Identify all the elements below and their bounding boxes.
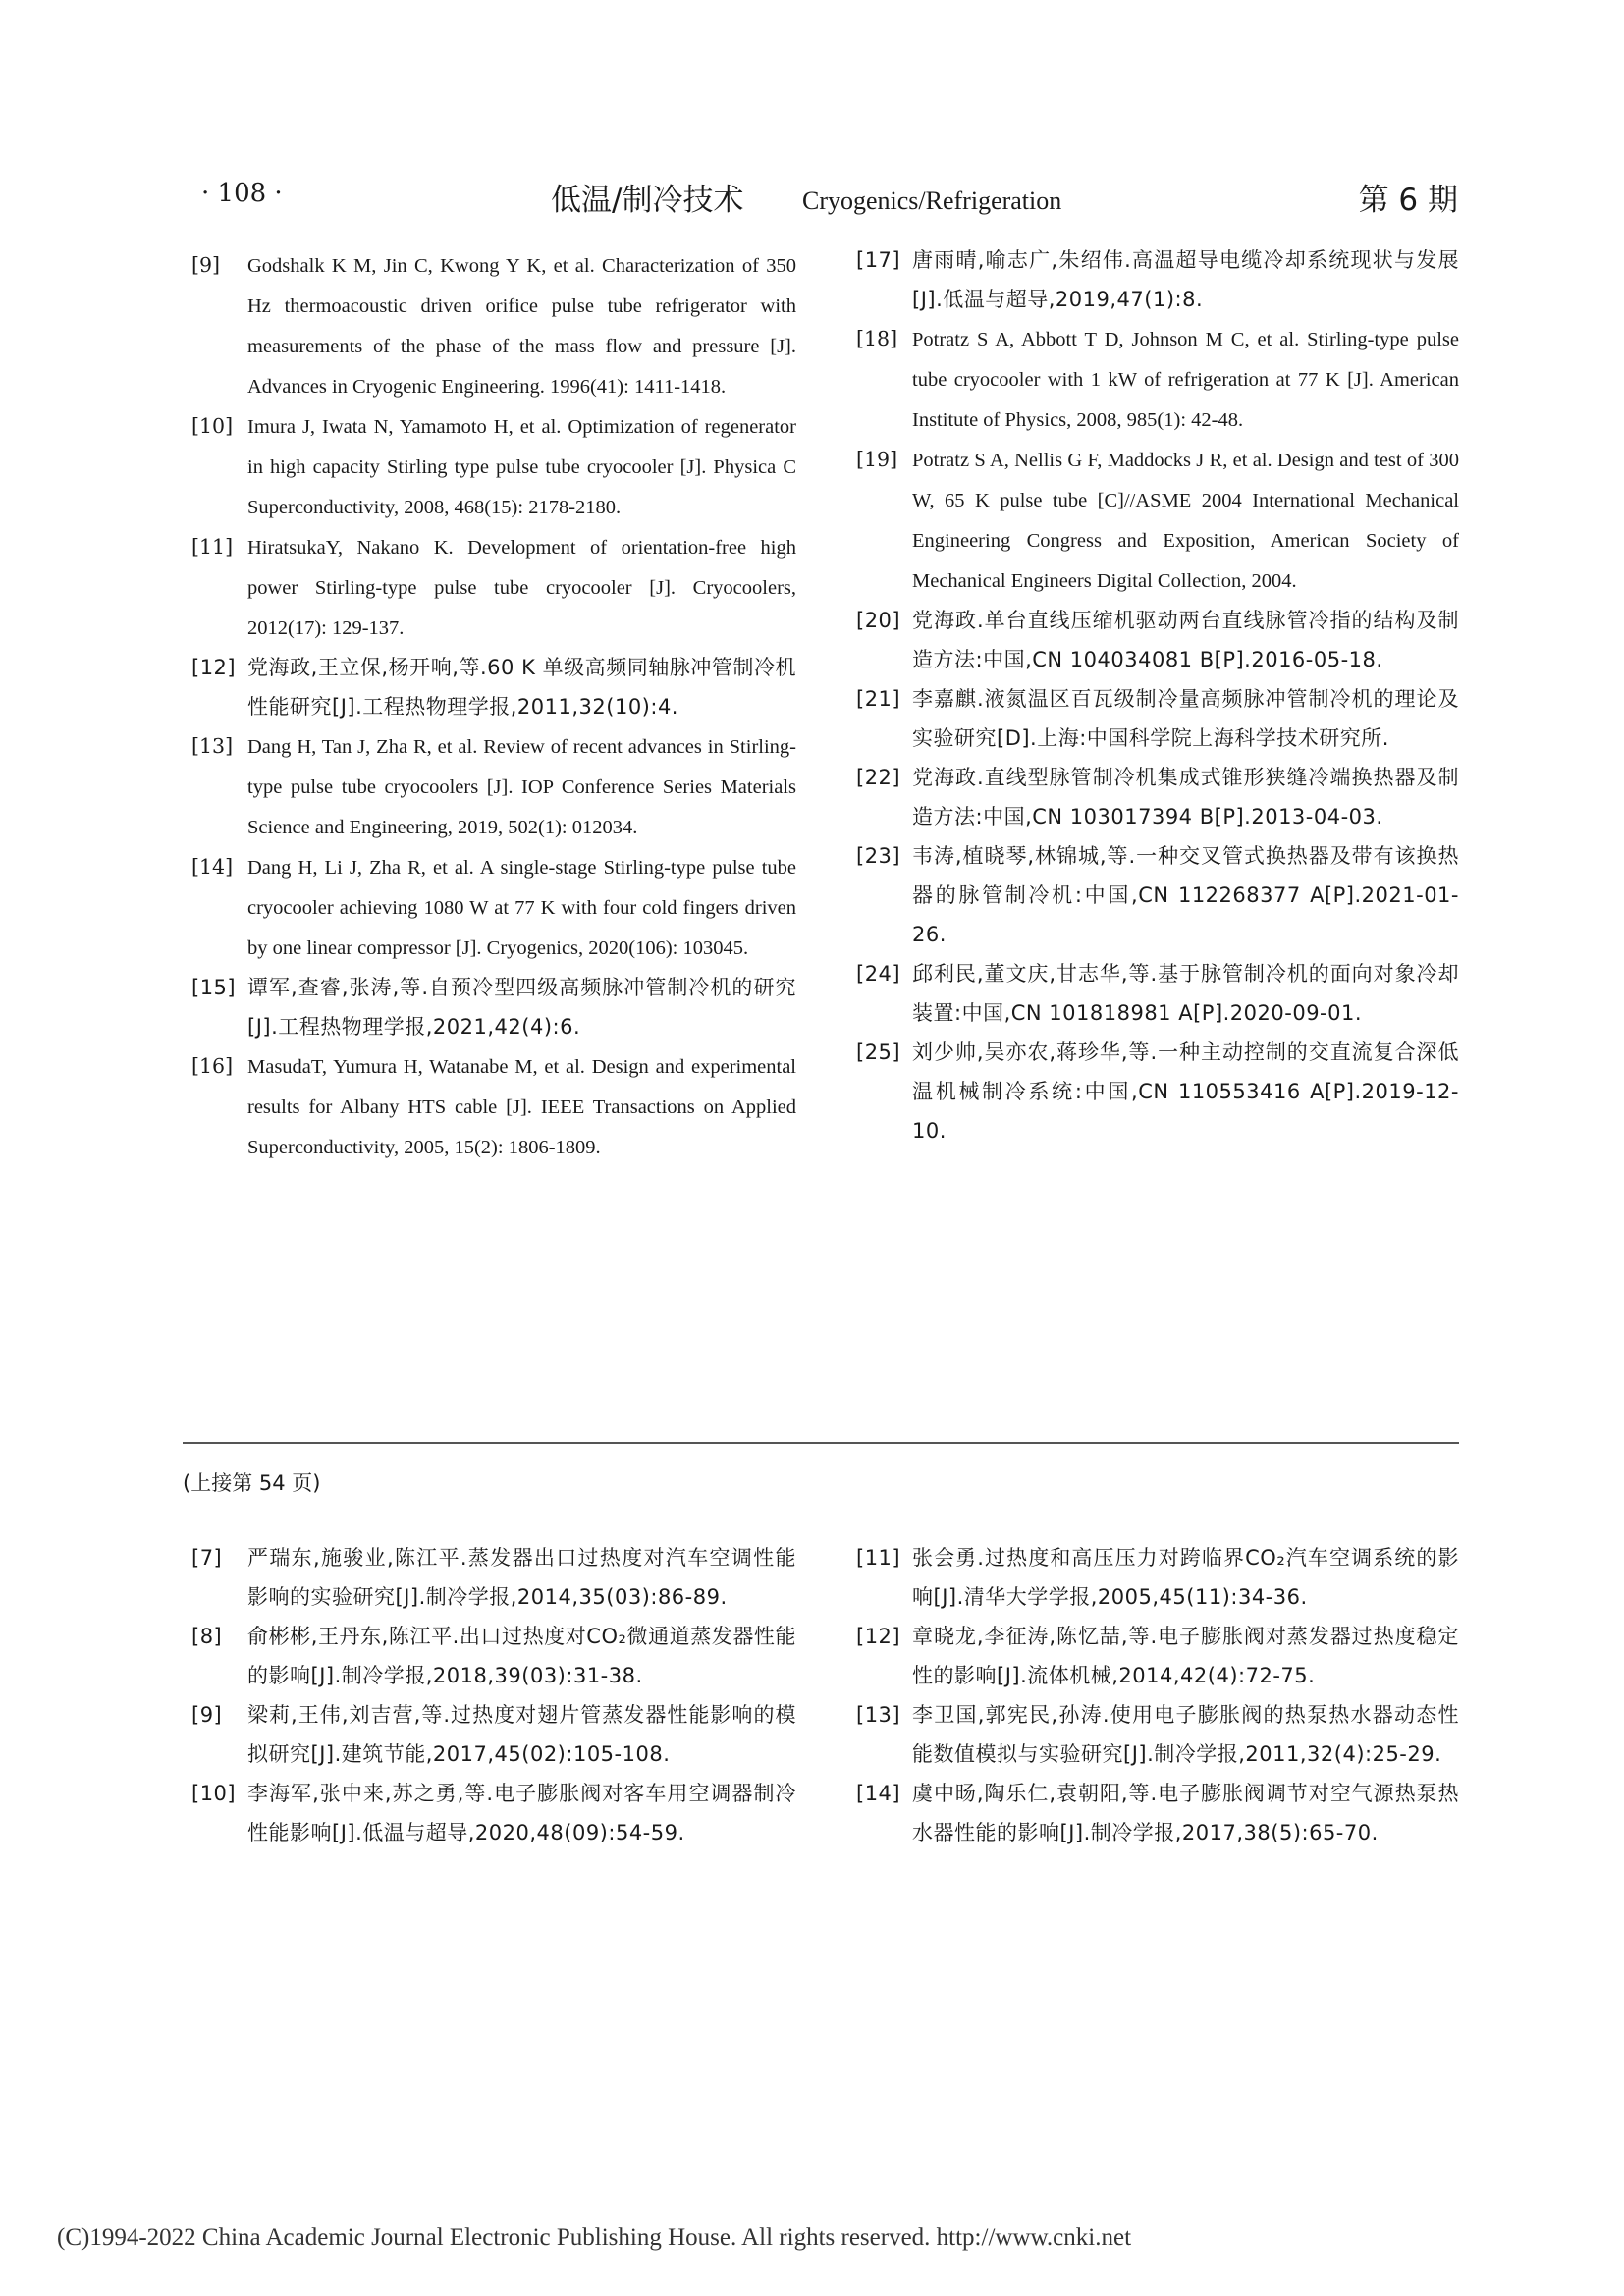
reference-text: Potratz S A, Abbott T D, Johnson M C, et al. Stirling-type pulse tube cryocooler with 1 kW of refrigeration at 77 K [J]. American Institute of Physics, 2008, 985(1): 42-48. bbox=[912, 329, 1459, 431]
reference-item bbox=[191, 406, 796, 527]
reference-number: [10] bbox=[191, 1782, 237, 1805]
reference-item bbox=[191, 245, 796, 406]
reference-item bbox=[191, 1617, 796, 1695]
reference-number: [12] bbox=[856, 1625, 901, 1648]
reference-number: [18] bbox=[856, 327, 898, 350]
reference-text: 李卫国,郭宪民,孙涛.使用电子膨胀阀的热泵热水器动态性能数值模拟与实验研究[J].制冷学报,2011,32(4):25-29. bbox=[912, 1703, 1459, 1766]
references-bottom-right bbox=[856, 1538, 1459, 1852]
reference-number: [9] bbox=[191, 1703, 223, 1727]
reference-item bbox=[856, 319, 1459, 440]
reference-item bbox=[856, 836, 1459, 954]
journal-title-cn: 低温/制冷技术 bbox=[551, 183, 744, 218]
reference-item bbox=[856, 954, 1459, 1033]
reference-text: 俞彬彬,王丹东,陈江平.出口过热度对CO₂微通道蒸发器性能的影响[J].制冷学报,2018,39(03):31-38. bbox=[247, 1625, 796, 1687]
reference-item bbox=[856, 1695, 1459, 1774]
reference-item bbox=[191, 1774, 796, 1852]
page-header bbox=[201, 175, 1458, 218]
reference-item bbox=[856, 758, 1459, 836]
reference-number: [23] bbox=[856, 844, 901, 868]
reference-text: 李嘉麒.液氮温区百瓦级制冷量高频脉冲管制冷机的理论及实验研究[D].上海:中国科学院上海科学技术研究所. bbox=[912, 687, 1459, 750]
reference-number: [24] bbox=[856, 962, 901, 986]
reference-item bbox=[856, 240, 1459, 319]
section-divider bbox=[183, 1442, 1459, 1444]
reference-text: 邱利民,董文庆,甘志华,等.基于脉管制冷机的面向对象冷却装置:中国,CN 101818981 A[P].2020-09-01. bbox=[912, 962, 1459, 1025]
reference-number: [19] bbox=[856, 448, 898, 471]
reference-item bbox=[191, 1046, 796, 1167]
reference-text: Imura J, Iwata N, Yamamoto H, et al. Optimization of regenerator in high capacity Stirling type pulse tube cryocooler [J]. Physica C Superconductivity, 2008, 468(15): 2178-2180. bbox=[247, 416, 796, 518]
reference-text: 严瑞东,施骏业,陈江平.蒸发器出口过热度对汽车空调性能影响的实验研究[J].制冷学报,2014,35(03):86-89. bbox=[247, 1546, 796, 1609]
reference-item bbox=[191, 726, 796, 847]
reference-text: 党海政,王立保,杨开响,等.60 K 单级高频同轴脉冲管制冷机性能研究[J].工程热物理学报,2011,32(10):4. bbox=[247, 656, 796, 719]
reference-text: 李海军,张中来,苏之勇,等.电子膨胀阀对客车用空调器制冷性能影响[J].低温与超导,2020,48(09):54-59. bbox=[247, 1782, 796, 1844]
reference-text: Dang H, Li J, Zha R, et al. A single-stage Stirling-type pulse tube cryocooler achieving 1080 W at 77 K with four cold fingers driven by one linear compressor [J]. Cryogenics, 2020(106): 103045. bbox=[247, 857, 796, 959]
reference-number: [14] bbox=[856, 1782, 901, 1805]
reference-number: [10] bbox=[191, 414, 234, 438]
reference-number: [14] bbox=[191, 855, 234, 879]
references-top-right bbox=[856, 240, 1459, 1150]
reference-item bbox=[856, 1538, 1459, 1617]
continuation-note: (上接第 54 页) bbox=[183, 1471, 321, 1495]
reference-item bbox=[191, 1695, 796, 1774]
reference-text: 唐雨晴,喻志广,朱绍伟.高温超导电缆冷却系统现状与发展[J].低温与超导,2019,47(1):8. bbox=[912, 248, 1459, 311]
reference-text: 韦涛,植晓琴,林锦城,等.一种交叉管式换热器及带有该换热器的脉管制冷机:中国,CN 112268377 A[P].2021-01-26. bbox=[912, 844, 1459, 946]
reference-item bbox=[856, 440, 1459, 601]
reference-text: HiratsukaY, Nakano K. Development of orientation-free high power Stirling-type pulse tube cryocooler [J]. Cryocoolers, 2012(17): 129-137. bbox=[247, 537, 796, 639]
issue-label: 第 6 期 bbox=[1358, 183, 1458, 218]
reference-text: 谭军,查睿,张涛,等.自预冷型四级高频脉冲管制冷机的研究[J].工程热物理学报,2021,42(4):6. bbox=[247, 976, 796, 1039]
reference-number: [13] bbox=[191, 734, 234, 758]
reference-text: 张会勇.过热度和高压压力对跨临界CO₂汽车空调系统的影响[J].清华大学学报,2005,45(11):34-36. bbox=[912, 1546, 1459, 1609]
reference-text: MasudaT, Yumura H, Watanabe M, et al. Design and experimental results for Albany HTS cable [J]. IEEE Transactions on Applied Superconductivity, 2005, 15(2): 1806-1809. bbox=[247, 1056, 796, 1158]
reference-item bbox=[856, 1033, 1459, 1150]
reference-item bbox=[856, 1774, 1459, 1852]
reference-number: [22] bbox=[856, 766, 901, 789]
copyright-footer: (C)1994-2022 China Academic Journal Electronic Publishing House. All rights reserved. http://www.cnki.net bbox=[57, 2224, 1132, 2251]
reference-item bbox=[191, 847, 796, 968]
reference-number: [21] bbox=[856, 687, 901, 711]
page-number: · 108 · bbox=[201, 179, 283, 208]
reference-number: [16] bbox=[191, 1054, 234, 1078]
reference-number: [9] bbox=[191, 253, 221, 277]
reference-text: 梁莉,王伟,刘吉营,等.过热度对翅片管蒸发器性能影响的模拟研究[J].建筑节能,2017,45(02):105-108. bbox=[247, 1703, 796, 1766]
reference-item bbox=[191, 527, 796, 648]
reference-text: 党海政.单台直线压缩机驱动两台直线脉管冷指的结构及制造方法:中国,CN 104034081 B[P].2016-05-18. bbox=[912, 609, 1459, 671]
reference-number: [15] bbox=[191, 976, 237, 999]
reference-number: [7] bbox=[191, 1546, 223, 1570]
reference-text: 党海政.直线型脉管制冷机集成式锥形狭缝冷端换热器及制造方法:中国,CN 103017394 B[P].2013-04-03. bbox=[912, 766, 1459, 828]
references-top-left bbox=[191, 245, 796, 1167]
reference-text: 刘少帅,吴亦农,蒋珍华,等.一种主动控制的交直流复合深低温机械制冷系统:中国,CN 110553416 A[P].2019-12-10. bbox=[912, 1041, 1459, 1143]
reference-text: Dang H, Tan J, Zha R, et al. Review of recent advances in Stirling-type pulse tube cryocoolers [J]. IOP Conference Series Materials Science and Engineering, 2019, 502(1): 012034. bbox=[247, 736, 796, 838]
reference-number: [13] bbox=[856, 1703, 901, 1727]
reference-number: [11] bbox=[856, 1546, 901, 1570]
reference-number: [12] bbox=[191, 656, 237, 679]
reference-item bbox=[856, 679, 1459, 758]
reference-item bbox=[191, 1538, 796, 1617]
reference-number: [25] bbox=[856, 1041, 901, 1064]
reference-number: [11] bbox=[191, 535, 234, 559]
reference-number: [17] bbox=[856, 248, 901, 272]
reference-text: Godshalk K M, Jin C, Kwong Y K, et al. Characterization of 350 Hz thermoacoustic driven orifice pulse tube refrigerator with measurements of the phase of the mass flow and pressure [J]. Advances in Cryogenic Engineering. 1996(41): 1411-1418. bbox=[247, 255, 796, 398]
reference-text: 章晓龙,李征涛,陈忆喆,等.电子膨胀阀对蒸发器过热度稳定性的影响[J].流体机械,2014,42(4):72-75. bbox=[912, 1625, 1459, 1687]
reference-text: 虞中旸,陶乐仁,袁朝阳,等.电子膨胀阀调节对空气源热泵热水器性能的影响[J].制冷学报,2017,38(5):65-70. bbox=[912, 1782, 1459, 1844]
reference-number: [20] bbox=[856, 609, 901, 632]
references-bottom-left bbox=[191, 1538, 796, 1852]
reference-number: [8] bbox=[191, 1625, 223, 1648]
reference-item bbox=[191, 968, 796, 1046]
reference-item bbox=[856, 1617, 1459, 1695]
reference-text: Potratz S A, Nellis G F, Maddocks J R, et al. Design and test of 300 W, 65 K pulse tube [C]//ASME 2004 International Mechanical Engineering Congress and Exposition, American Society of Mechanical Engineers Digital Collection, 2004. bbox=[912, 450, 1459, 592]
reference-item bbox=[856, 601, 1459, 679]
reference-item bbox=[191, 648, 796, 726]
journal-title-en: Cryogenics/Refrigeration bbox=[802, 187, 1062, 215]
